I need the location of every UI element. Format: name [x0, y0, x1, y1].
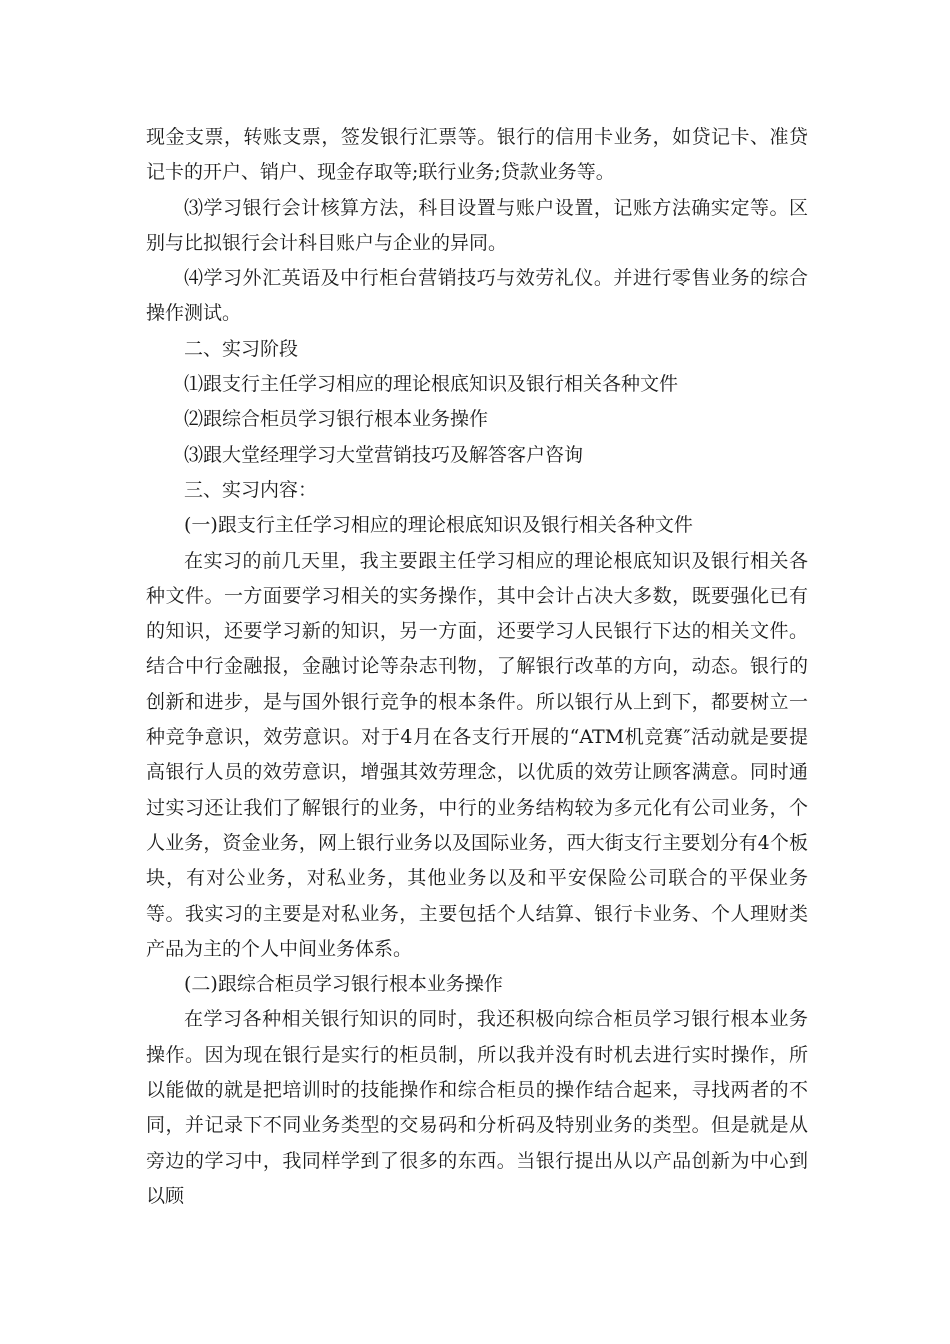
document-body	[146, 120, 808, 1214]
paragraph-continuation: 现金支票，转账支票，签发银行汇票等。银行的信用卡业务，如贷记卡、准贷记卡的开户、销户、现金存取等;联行业务;贷款业务等。	[146, 126, 808, 184]
paragraph-item-4: ⑷学习外汇英语及中行柜台营销技巧与效劳礼仪。并进行零售业务的综合操作测试。	[146, 267, 808, 325]
section-heading-stages: 二、实习阶段	[184, 337, 299, 360]
paragraph-item-3: ⑶学习银行会计核算方法，科目设置与账户设置，记账方法确实定等。区别与比拟银行会计科目账户与企业的异同。	[146, 196, 808, 254]
subsection-heading-2: (二)跟综合柜员学习银行根本业务操作	[184, 973, 503, 996]
stage-item-2: ⑵跟综合柜员学习银行根本业务操作	[184, 408, 489, 431]
paragraph-body-1: 在实习的前几天里，我主要跟主任学习相应的理论根底知识及银行相关各种文件。一方面要学习相关的实务操作，其中会计占决大多数，既要强化已有的知识，还要学习新的知识，另一方面，还要学习人民银行下达的相关文件。结合中行金融报，金融讨论等杂志刊物，了解银行改革的方向，动态。银行的创新和进步，是与国外银行竞争的根本条件。所以银行从上到下，都要树立一种竞争意识，效劳意识。对于4月在各支行开展的“ATM机竞赛″活动就是要提高银行人员的效劳意识，增强其效劳理念，以优质的效劳让顾客满意。同时通过实习还让我们了解银行的业务，中行的业务结构较为多元化有公司业务，个人业务，资金业务，网上银行业务以及国际业务，西大街支行主要划分有4个板块，有对公业务，对私业务，其他业务以及和平安保险公司联合的平保业务等。我实习的主要是对私业务，主要包括个人结算、银行卡业务、个人理财类产品为主的个人中间业务体系。	[146, 549, 808, 960]
section-heading-content: 三、实习内容：	[184, 478, 318, 501]
paragraph-body-2: 在学习各种相关银行知识的同时，我还积极向综合柜员学习银行根本业务操作。因为现在银行是实行的柜员制，所以我并没有时机去进行实时操作，所以能做的就是把培训时的技能操作和综合柜员的操作结合起来，寻找两者的不同，并记录下不同业务类型的交易码和分析码及特别业务的类型。但是就是从旁边的学习中，我同样学到了很多的东西。当银行提出从以产品创新为中心到以顾	[146, 1008, 808, 1207]
stage-item-3: ⑶跟大堂经理学习大堂营销技巧及解答客户咨询	[184, 443, 584, 466]
subsection-heading-1: (一)跟支行主任学习相应的理论根底知识及银行相关各种文件	[184, 514, 693, 537]
stage-item-1: ⑴跟支行主任学习相应的理论根底知识及银行相关各种文件	[184, 373, 679, 396]
